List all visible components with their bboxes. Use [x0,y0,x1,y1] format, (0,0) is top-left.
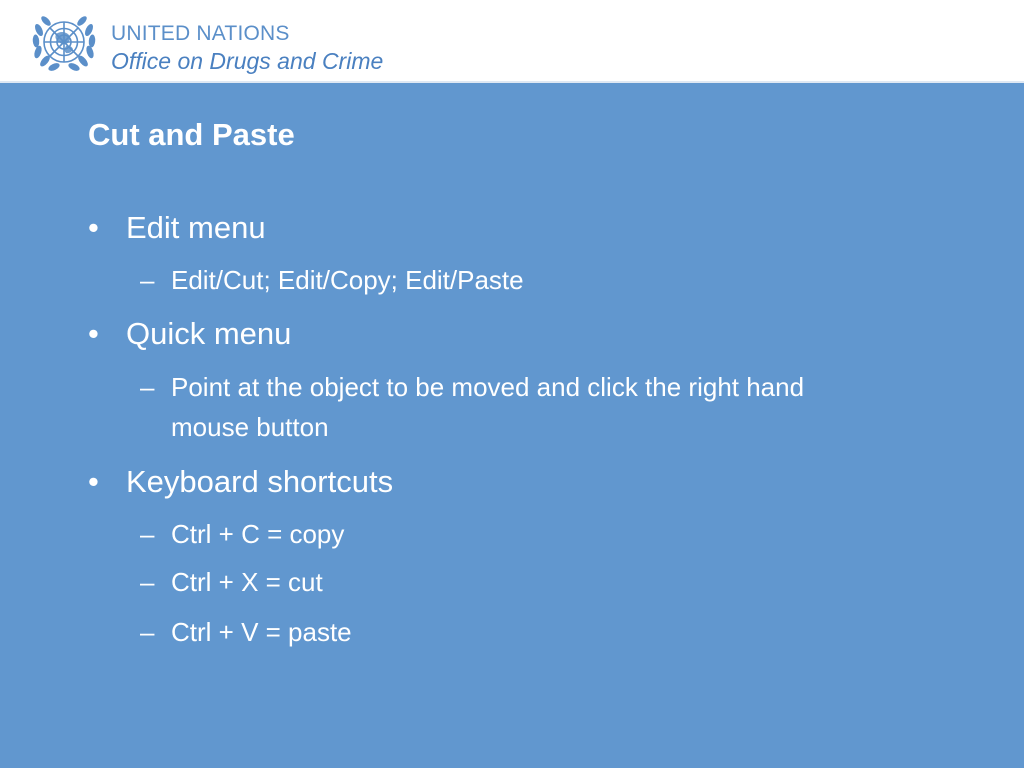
un-emblem-icon [26,8,102,76]
dash-glyph: – [140,567,155,597]
bullet-label: Quick menu [126,316,292,351]
sub-item-label: Edit/Cut; Edit/Copy; Edit/Paste [171,265,524,295]
sub-item-paste-shortcut [140,612,880,652]
bullet-glyph: • [88,464,99,499]
dash-glyph: – [140,372,155,402]
sub-item-edit-commands [140,260,880,300]
slide-title: Cut and Paste [88,117,295,152]
sub-item-label: Ctrl + X = cut [171,567,323,597]
slide-body [0,83,1024,768]
sub-item-right-click [140,367,880,447]
bullet-label: Edit menu [126,210,266,245]
bullet-glyph: • [88,210,99,245]
sub-item-cut-shortcut [140,562,880,602]
dash-glyph: – [140,519,155,549]
bullet-glyph: • [88,316,99,351]
org-subtitle: Office on Drugs and Crime [111,48,384,74]
org-name: UNITED NATIONS [111,22,290,45]
sub-item-label: Ctrl + C = copy [171,519,345,549]
slide-header [0,0,1024,81]
sub-item-copy-shortcut [140,514,880,554]
dash-glyph: – [140,265,155,295]
sub-item-label: Point at the object to be moved and click the right hand mouse button [171,372,805,442]
sub-item-label: Ctrl + V = paste [171,617,352,647]
bullet-label: Keyboard shortcuts [126,464,394,499]
dash-glyph: – [140,617,155,647]
